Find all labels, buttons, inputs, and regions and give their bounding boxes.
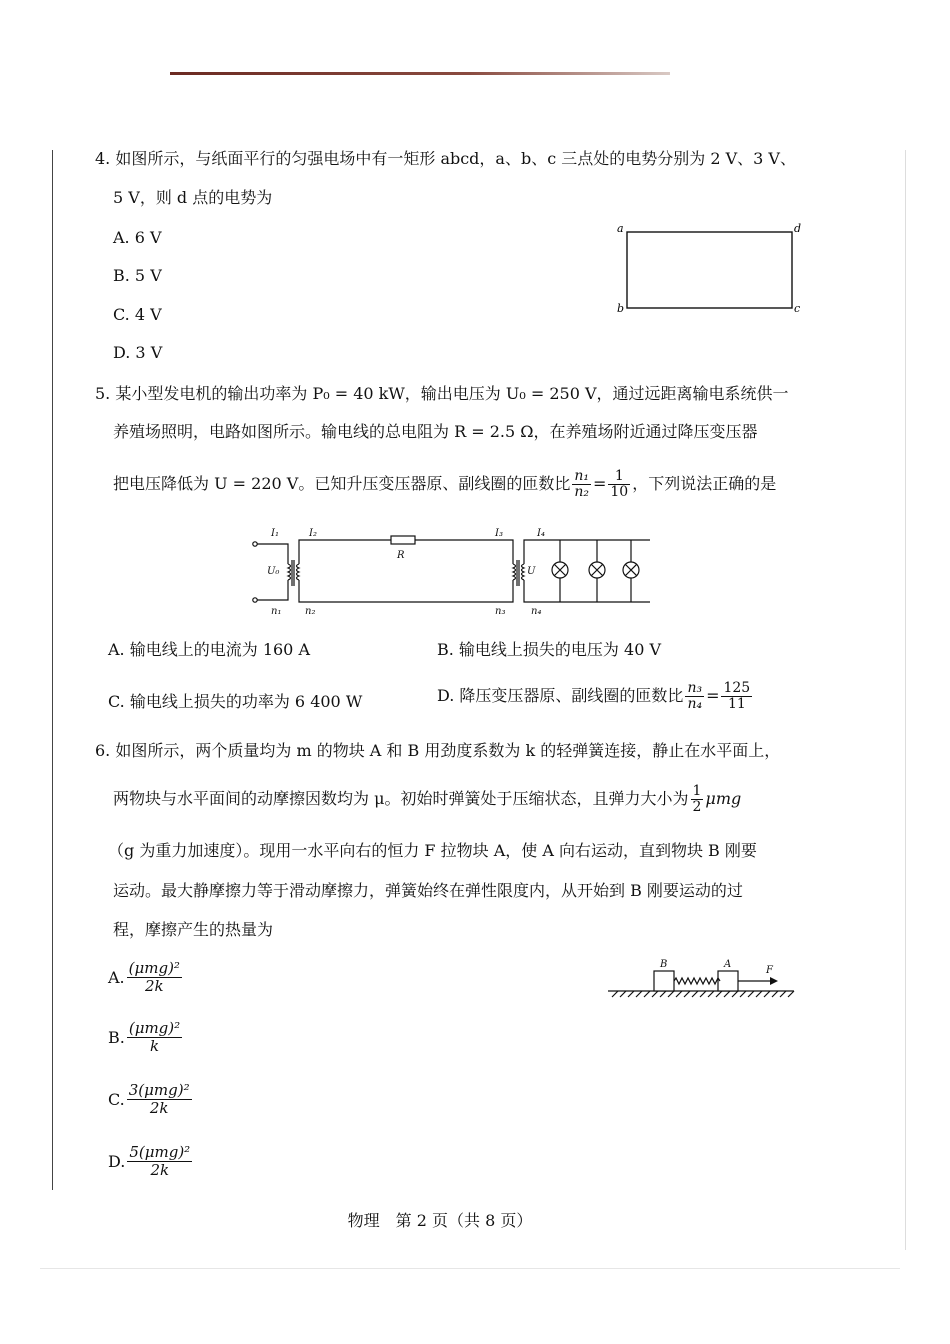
q5-option-c: C. 输电线上损失的功率为 6 400 W [108,692,363,711]
label-c: c [794,302,801,315]
q5-option-b: B. 输电线上损失的电压为 40 V [437,640,662,659]
q6-half-fraction: $\frac{1}{2}$ [692,783,702,815]
q6-option-c: C. $\frac{\text{3(μmg)²}}{2k}$ [108,1081,190,1117]
label-B: B [660,959,668,970]
q6-option-b: B. $\frac{\text{(μmg)²}}{k}$ [108,1019,181,1055]
q4-option-a: A. 6 V [113,228,162,247]
q5-option-a: A. 输电线上的电流为 160 A [108,640,310,659]
label-I4: I₄ [537,528,545,539]
q6-line5: 程，摩擦产生的热量为 [113,920,274,939]
spring [674,978,720,984]
q4-line1: 4. 如图所示，与纸面平行的匀强电场中有一矩形 abcd，a、b、c 三点处的电势分别为 2 V、3 V、 [95,149,796,168]
label-b: b [617,302,625,315]
rectangle-abcd [627,232,792,308]
q5-circuit-diagram [245,522,665,617]
q6-option-d: D. $\frac{\text{5(μmg)²}}{2k}$ [108,1143,191,1179]
label-U0: U₀ [267,566,280,577]
block-A [718,971,738,991]
q4-line2: 5 V，则 d 点的电势为 [113,188,273,207]
label-I3: I₃ [495,528,503,539]
page-footer: 物理 第 2 页（共 8 页） [347,1211,533,1230]
label-n4: n₄ [531,606,542,617]
q6-blocks-figure [600,955,800,1005]
block-B [654,971,674,991]
q4-option-b: B. 5 V [113,266,162,285]
label-a: a [617,222,624,235]
label-I1: I₁ [271,528,279,539]
label-F: F [766,965,773,976]
q6-line4: 运动。最大静摩擦力等于滑动摩擦力，弹簧始终在弹性限度内，从开始到 B 刚要运动的过 [113,881,743,900]
q5-line3-text: 把电压降低为 U = 220 V。已知升压变压器原、副线圈的匝数比 [113,474,571,493]
q4-option-d: D. 3 V [113,343,163,362]
q6-line1: 6. 如图所示，两个质量均为 m 的物块 A 和 B 用劲度系数为 k 的轻弹簧连接，静止在水平面上， [95,741,781,760]
label-d: d [794,222,802,235]
q5-option-d: D. 降压变压器原、副线圈的匝数比 $\frac{\text{n₃}}{\text{n₄}}$ = $\frac{125}{11}$ [437,680,751,712]
q5-ratio-value: $\frac{1}{10}$ [610,468,629,500]
label-n1: n₁ [271,606,282,617]
q6-line3: （g 为重力加速度）。现用一水平向右的恒力 F 拉物块 A，使 A 向右运动，直到物块 B 刚要 [108,841,757,860]
q5-ratio-n1-n2: $\frac{\text{n₁}}{\text{n₂}}$ [574,468,589,500]
q4-rectangle-figure [610,220,800,320]
q5-line3: 把电压降低为 U = 220 V。已知升压变压器原、副线圈的匝数比 $\frac{\text{n₁}}{\text{n₂}}$ = $\frac{1}{10}$ ，下列说法正确的是 [113,468,777,500]
q5-ratio-n3-n4: $\frac{\text{n₃}}{\text{n₄}}$ [687,680,703,712]
left-margin-line [52,150,53,1190]
q5-line1: 5. 某小型发电机的输出功率为 P₀ = 40 kW，输出电压为 U₀ = 250 V，通过远距离输电系统供一 [95,384,789,403]
q5-optd-value: $\frac{125}{11}$ [723,680,751,712]
label-I2: I₂ [309,528,317,539]
top-rule [170,72,670,75]
label-A: A [724,959,732,970]
q4-option-c: C. 4 V [113,305,162,324]
label-n2: n₂ [305,606,316,617]
q6-option-a: A. $\frac{\text{(μmg)²}}{2k}$ [108,959,180,995]
right-margin-line [905,150,906,1250]
label-U: U [527,566,536,577]
q5-line2: 养殖场照明，电路如图所示。输电线的总电阻为 R = 2.5 Ω，在养殖场附近通过降压变压器 [113,422,758,441]
bottom-rule [40,1268,900,1269]
label-R: R [397,550,405,561]
q6-line2: 两物块与水平面间的动摩擦因数均为 μ。初始时弹簧处于压缩状态，且弹力大小为 $\frac{1}{2}$ μmg [113,783,742,815]
label-n3: n₃ [495,606,506,617]
